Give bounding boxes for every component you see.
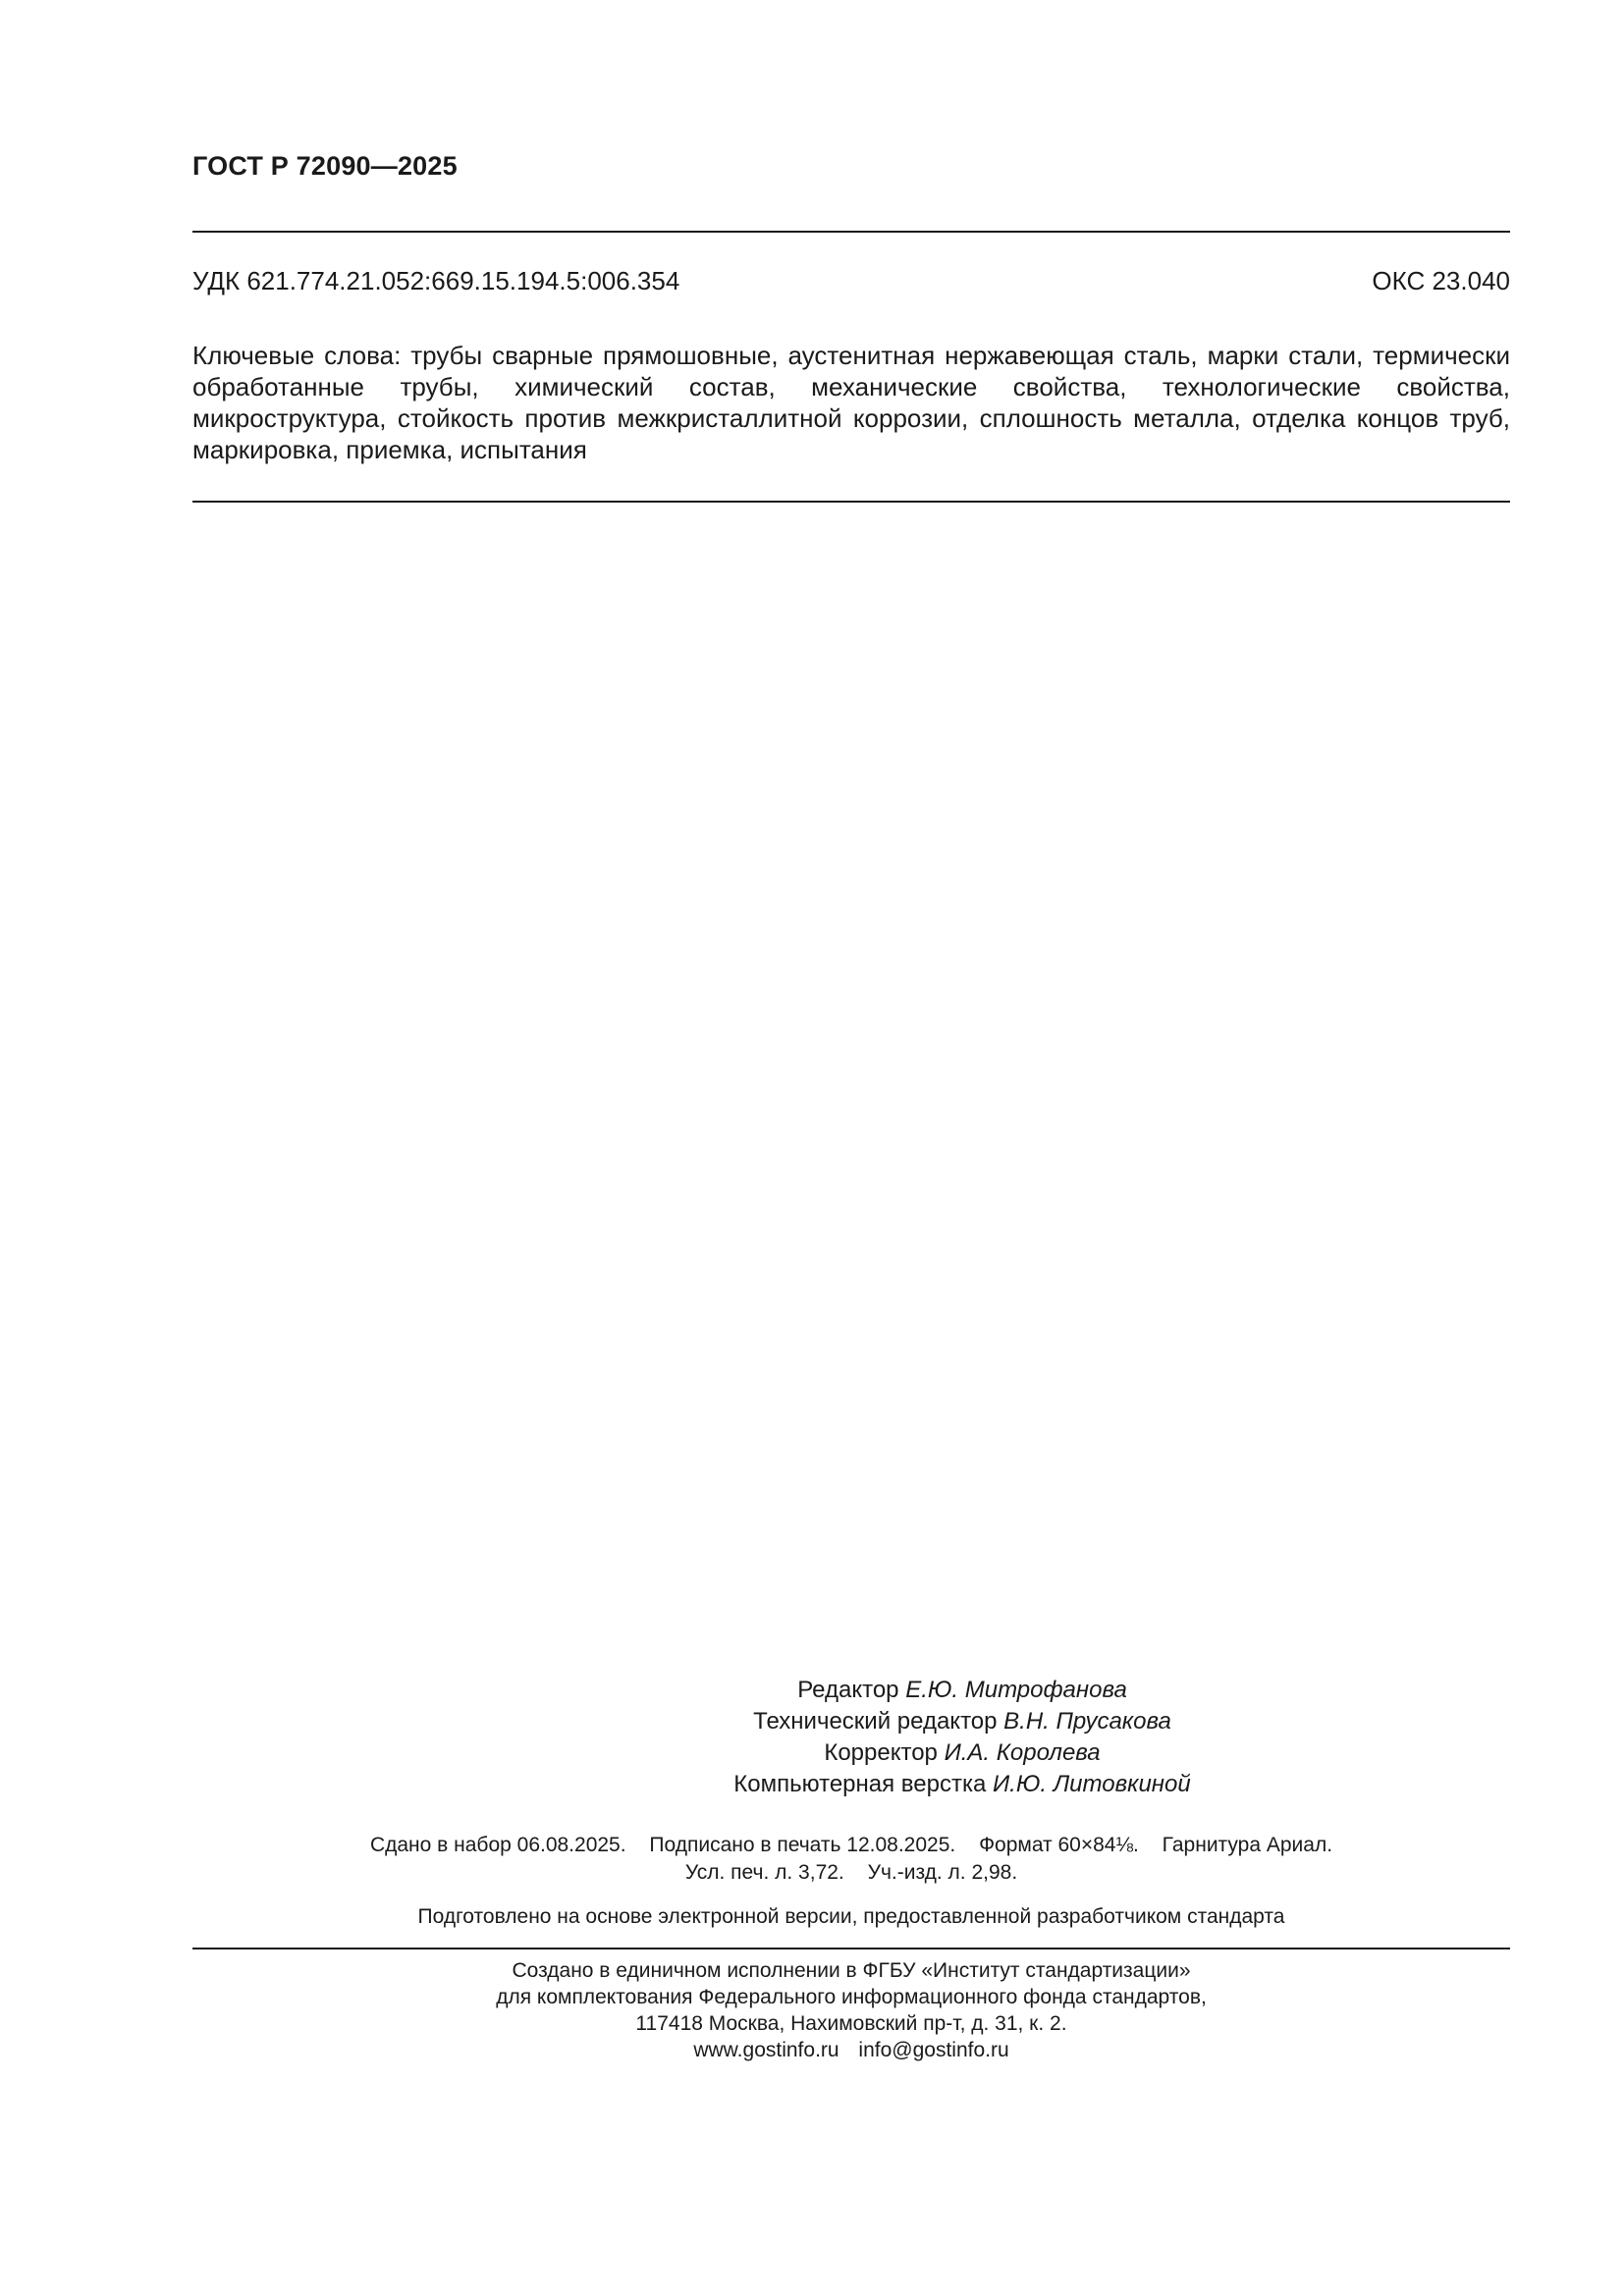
credit-role: Технический редактор <box>753 1708 998 1735</box>
imprint-submitted: Сдано в набор 06.08.2025. <box>369 1834 626 1856</box>
keywords-paragraph: Ключевые слова: трубы сварные прямошовные, аустенитная нержавеющая сталь, марки стали, термически обработанные трубы, химический состав, механические свойства, технологические свойства, микроструктура, стойкость против межкристаллитной коррозии, сплошность металла, отделка концов труб, маркировка, приемка, испытания <box>192 341 1510 464</box>
email-link[interactable]: info@gostinfo.ru <box>858 2039 1009 2061</box>
footer-line-1: Создано в единичном исполнении в ФГБУ «Институт стандартизации» <box>512 1959 1191 1982</box>
credit-role: Редактор <box>797 1677 899 1703</box>
imprint-format: Формат 60×84⅛. <box>979 1834 1139 1856</box>
credit-technical-editor <box>589 1706 1335 1737</box>
udk-code: УДК 621.774.21.052:669.15.194.5:006.354 <box>192 266 680 295</box>
imprint-print-sheets: Усл. печ. л. 3,72. <box>684 1861 844 1884</box>
footer-address: 117418 Москва, Нахимовский пр-т, д. 31, к. 2. <box>635 2012 1067 2035</box>
imprint-line-1 <box>192 1832 1510 1859</box>
publisher-footer <box>192 1957 1510 2063</box>
credit-role: Корректор <box>824 1739 938 1766</box>
prepared-note: Подготовлено на основе электронной версии, предоставленной разработчиком стандарта <box>417 1905 1285 1928</box>
classification-row <box>192 266 1510 296</box>
credit-role: Компьютерная верстка <box>733 1771 987 1797</box>
credit-name: И.Ю. Литовкиной <box>993 1771 1191 1797</box>
footer-divider <box>192 1948 1510 1949</box>
imprint-line-2 <box>192 1859 1510 1887</box>
credit-name: Е.Ю. Митрофанова <box>905 1677 1127 1703</box>
credit-layout <box>589 1769 1335 1800</box>
credit-name: В.Н. Прусакова <box>1003 1708 1171 1735</box>
imprint-block <box>192 1832 1510 1887</box>
imprint-signed: Подписано в печать 12.08.2025. <box>649 1834 956 1856</box>
website-link[interactable]: www.gostinfo.ru <box>693 2039 839 2061</box>
imprint-pub-sheets: Уч.-изд. л. 2,98. <box>867 1861 1018 1884</box>
credit-name: И.А. Королева <box>944 1739 1101 1766</box>
footer-line-2: для комплектования Федерального информационного фонда стандартов, <box>496 1986 1207 2008</box>
oks-code: ОКС 23.040 <box>1372 266 1510 295</box>
credits-block <box>589 1675 1335 1800</box>
keywords-divider <box>192 501 1510 503</box>
document-code: ГОСТ Р 72090—2025 <box>192 151 458 181</box>
credit-proofreader <box>589 1737 1335 1769</box>
top-divider <box>192 231 1510 233</box>
footer-contacts <box>192 2037 1510 2063</box>
credit-editor <box>589 1675 1335 1706</box>
imprint-typeface: Гарнитура Ариал. <box>1162 1834 1333 1856</box>
